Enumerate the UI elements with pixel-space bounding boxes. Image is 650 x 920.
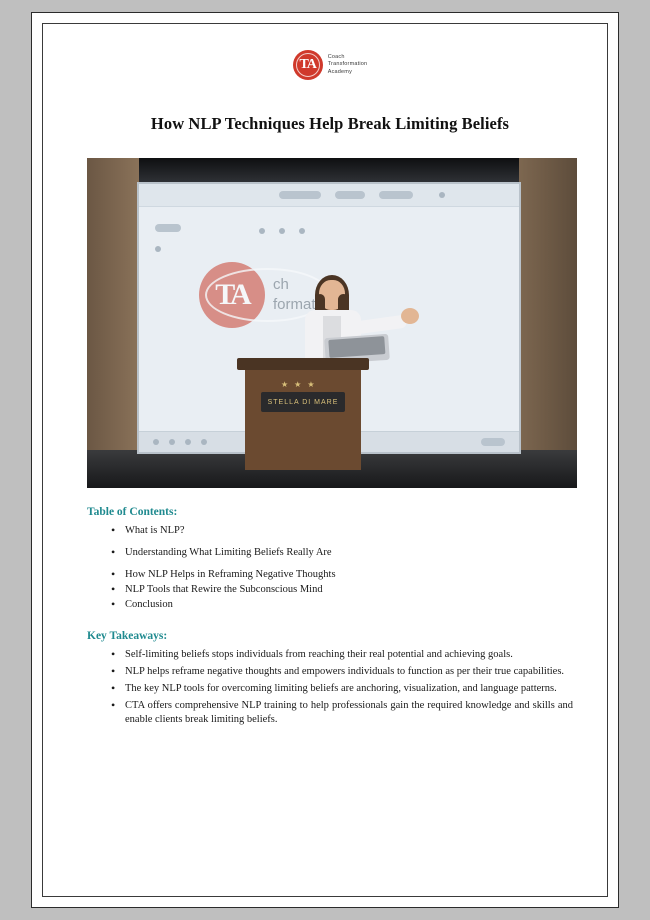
wall-right [519,158,577,488]
screen-tool-dot-3 [299,228,305,234]
taskbar-dot-1 [153,439,159,445]
logo-wordmark [328,54,368,77]
screen-tool-dot-2 [279,228,285,234]
taskbar-dot-3 [185,439,191,445]
podium-top [237,358,369,370]
screen-toolbar-pill-3 [379,191,413,199]
toc-item[interactable]: • How NLP Helps in Reframing Negative Thoughts [125,568,573,582]
toc-item[interactable]: • What is NLP? [125,524,573,538]
taskbar-dot-2 [169,439,175,445]
takeaway-item: • Self-limiting beliefs stops individuals from reaching their real potential and achieving goals. [125,648,573,662]
takeaway-item: • CTA offers comprehensive NLP training to help professionals gain the required knowledge and skills and enable clients break limiting beliefs. [125,699,573,727]
screen-tool-dot-1 [259,228,265,234]
wall-left [87,158,139,488]
header-logo-row [87,50,573,80]
screen-sidebar-dot [155,246,161,252]
page-border [42,23,608,897]
laptop-screen [328,336,385,358]
presenter-arm [354,314,407,334]
taskbar-dot-4 [201,439,207,445]
brand-logo [293,50,368,80]
hero-image [87,158,577,488]
screen-sidebar-pill [155,224,181,232]
toc-list [87,524,573,612]
page-content [87,46,573,730]
toc-item[interactable]: • Understanding What Limiting Beliefs Really Are [125,546,573,560]
logo-line-2: Transformation [327,61,368,68]
screen-toolbar-pill-1 [279,191,321,199]
logo-monogram-icon: TA [293,50,323,80]
logo-line-3: Academy [327,68,353,75]
toc-item[interactable]: • Conclusion [125,598,573,612]
takeaway-item: • NLP helps reframe negative thoughts and empowers individuals to function as per their true capabilities. [125,665,573,679]
document-page [31,12,619,908]
taskbar-pill [481,438,505,446]
screen-toolbar-pill-2 [335,191,365,199]
podium-stars: ★ ★ ★ [281,380,317,389]
toc-heading: Table of Contents: [87,506,178,518]
podium-plaque: STELLA DI MARE [261,392,345,412]
screen-toolbar [139,184,519,207]
logo-line-1: Coach [327,53,345,60]
page-title: How NLP Techniques Help Break Limiting Beliefs [150,114,510,133]
takeaway-item: • The key NLP tools for overcoming limiting beliefs are anchoring, visualization, and language patterns. [125,682,573,696]
podium [237,358,369,470]
screen-toolbar-dot [439,192,445,198]
takeaways-heading: Key Takeaways: [87,630,168,642]
toc-item[interactable]: • NLP Tools that Rewire the Subconscious Mind [125,583,573,597]
presenter-hand [401,308,419,324]
takeaways-list [87,648,573,727]
screen-logo-monogram-icon: TA [199,262,265,328]
